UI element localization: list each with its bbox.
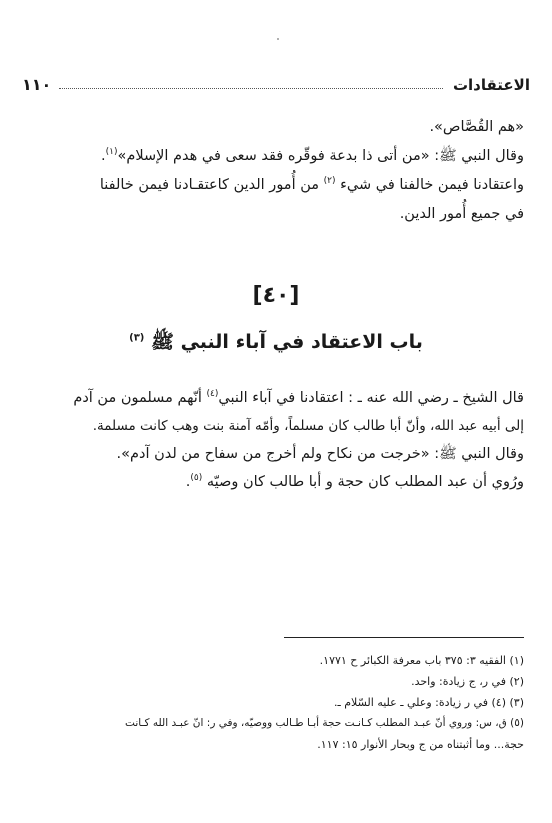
intro-line-2-text: وقال النبي ﷺ: «من أتى ذا بدعة فوقّره فقد سعى في هدم الإسلام» [117,148,524,164]
footnote-5-line-2: حجة... وما أثبتناه من ج وبحار الأنوار ١٥: ١١٧. [317,738,524,751]
footnote-marker-5: (٥) [190,473,203,484]
footnote-5-line-1: (٥) ق، س: وروي أنّ عبـد المطلب كـانـت حجة أبـا طـالب ووصيّه، وفي ر: انّ عبـد الله كـانت [125,717,524,729]
footnote-1: (١) الفقيه ٣: ٣٧٥ باب معرفة الكبائر ح ١٧٧١. [319,654,524,667]
body-line-2: إلى أبيه عبد الله، وأنّ أبا طالب كان مسلماً، وأمّه آمنة بنت وهب كانت مسلمة. [92,418,524,434]
running-header [22,70,530,94]
footnote-2: (٢) في ر، ج زيادة: واحد. [411,675,524,688]
chapter-body [28,384,524,496]
running-title: الاعتقادات [452,76,530,94]
body-line-1-a: قال الشيخ ـ رضي الله عنه ـ : اعتقادنا في آباء النبي [218,390,524,406]
intro-line-3-text: واعتقادنا فيمن خالفنا في شيء [340,177,524,193]
chapter-title [0,330,552,358]
header-leader-dots [59,88,443,89]
intro-line-3 [28,171,524,200]
intro-line-2 [28,142,524,171]
body-line-4-end: . [185,474,191,490]
body-line-1-b: أنّهم مسلمون من آدم [73,390,202,406]
intro-line-1: «هم القُصَّاص». [429,119,524,135]
body-line-4-text: ورُوي أن عبد المطلب كان حجة و أبا طالب كان وصيّه [206,474,524,490]
intro-line-3-rest: من أُمور الدين كاعتقـادنا فيمن خالفنا [99,177,320,193]
body-line-3: وقال النبي ﷺ: «خرجت من نكاح ولم أخرج من سفاح من لدن آدم». [116,446,524,462]
body-line-1 [28,384,524,412]
section-number: [٤٠] [252,283,300,308]
footnote-3-4: (٣) (٤) في ر زيادة: وعلي ـ عليه السّلام ـ. [334,696,524,709]
footnote-separator [284,637,524,638]
page-number: ١١٠ [22,75,52,94]
intro-paragraph [28,113,524,229]
scan-speck [277,38,279,40]
footnote-marker-4: (٤) [206,389,219,400]
footnote-marker-3: (٣) [129,332,145,344]
footnote-marker-1: (١) [105,147,118,158]
body-line-4 [28,468,524,496]
chapter-title-text: باب الاعتقاد في آباء النبي ﷺ [151,331,423,353]
footnotes [22,650,524,755]
intro-line-4: في جميع أُمور الدين. [399,206,524,222]
intro-line-2-end: . [100,148,106,164]
footnote-marker-2: (٢) [323,176,336,187]
